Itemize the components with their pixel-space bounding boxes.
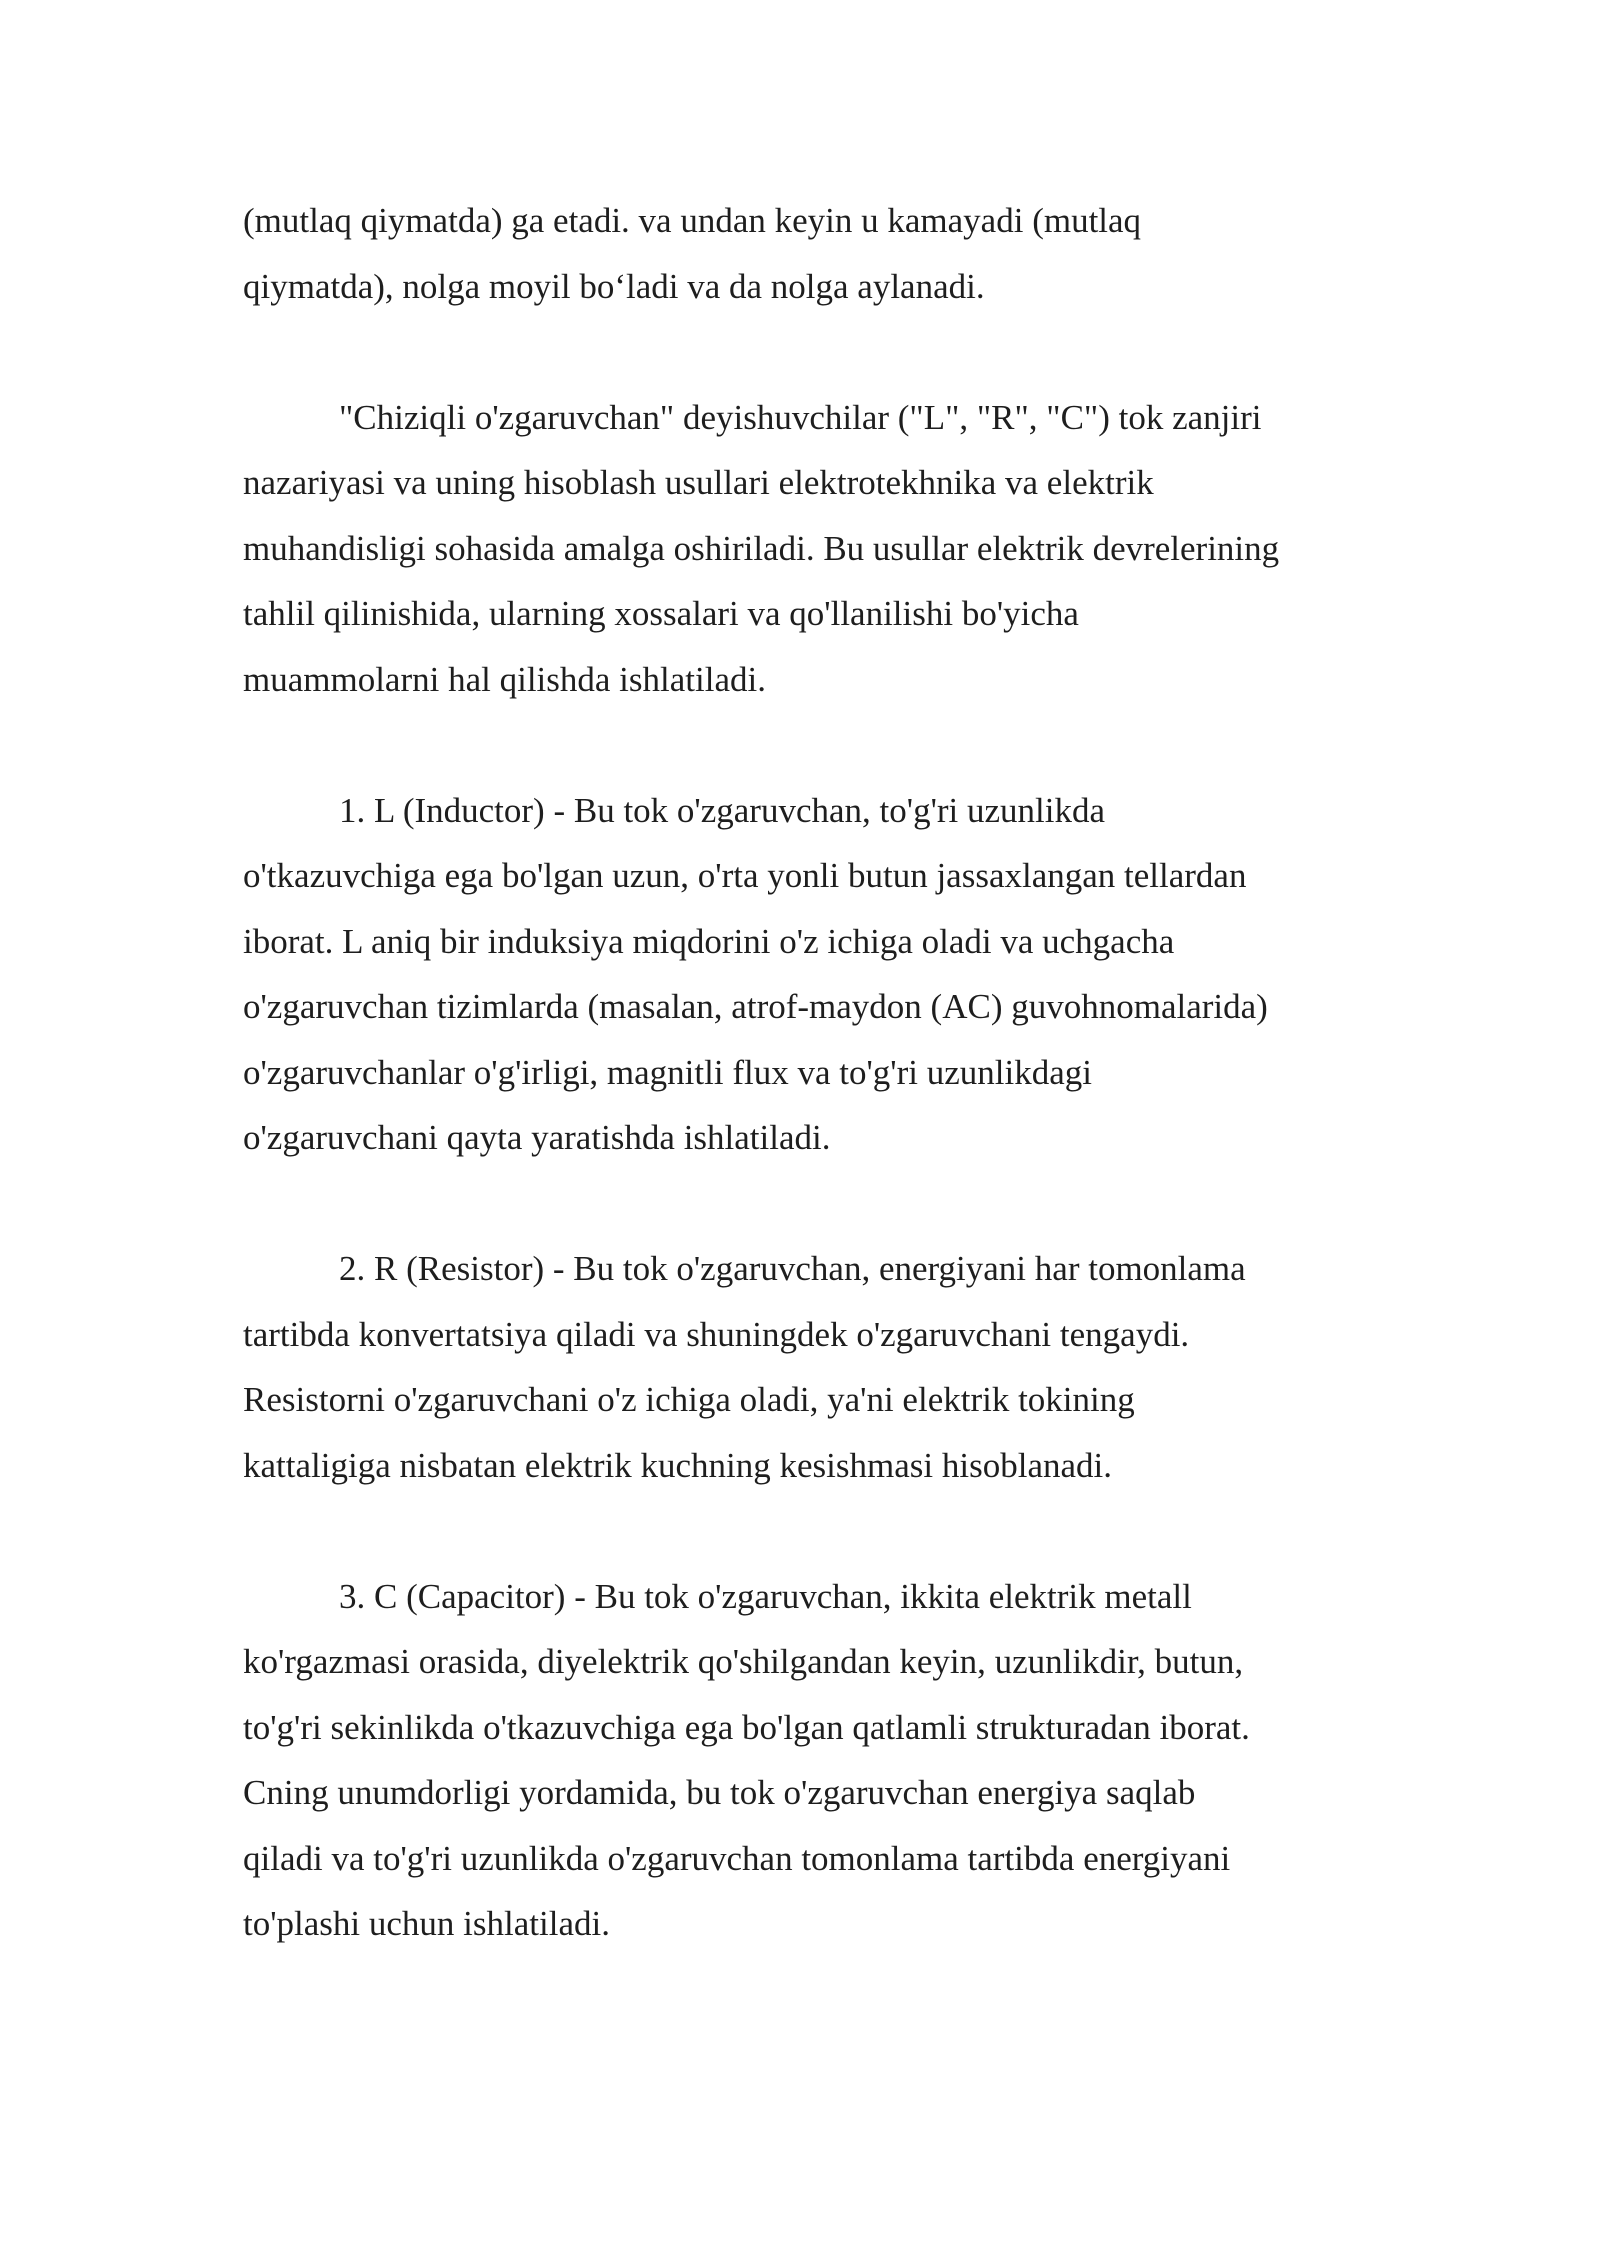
text-line: kattaligiga nisbatan elektrik kuchning kesishmasi hisoblanadi. (243, 1445, 1112, 1485)
document-body (243, 188, 1383, 2022)
text-line: "Chiziqli o'zgaruvchan" deyishuvchilar ("L", "R", "C") tok zanjiri (339, 397, 1262, 437)
text-line: o'zgaruvchani qayta yaratishda ishlatiladi. (243, 1118, 831, 1157)
paragraph-capacitor (243, 1564, 1383, 1957)
paragraph-intro-continuation (243, 188, 1383, 319)
text-line: to'g'ri sekinlikda o'tkazuvchiga ega bo'lgan qatlamli strukturadan iborat. (243, 1707, 1250, 1747)
text-line: iborat. L aniq bir induksiya miqdorini o'z ichiga oladi va uchgacha (243, 921, 1175, 961)
text-line: o'zgaruvchanlar o'g'irligi, magnitli flux va to'g'ri uzunlikdagi (243, 1052, 1092, 1092)
text-line: Cning unumdorligi yordamida, bu tok o'zgaruvchan energiya saqlab (243, 1773, 1196, 1812)
text-line: to'plashi uchun ishlatiladi. (243, 1904, 610, 1943)
text-line: Resistorni o'zgaruvchani o'z ichiga oladi, ya'ni elektrik tokining (243, 1380, 1135, 1419)
text-line: muammolarni hal qilishda ishlatiladi. (243, 659, 766, 699)
text-line: muhandisligi sohasida amalga oshiriladi. Bu usullar elektrik devrelerining (243, 528, 1280, 568)
text-line: 1. L (Inductor) - Bu tok o'zgaruvchan, to'g'ri uzunlikda (339, 790, 1106, 830)
text-line: tartibda konvertatsiya qiladi va shuningdek o'zgaruvchani tengaydi. (243, 1314, 1190, 1354)
paragraph-inductor (243, 778, 1383, 1171)
text-line: nazariyasi va uning hisoblash usullari elektrotekhnika va elektrik (243, 463, 1154, 502)
text-line: qiymatda), nolga moyil bo‘ladi va da nolga aylanadi. (243, 266, 985, 306)
text-line: o'zgaruvchan tizimlarda (masalan, atrof-maydon (AC) guvohnomalarida) (243, 987, 1268, 1026)
text-line: 2. R (Resistor) - Bu tok o'zgaruvchan, energiyani har tomonlama (339, 1249, 1246, 1288)
paragraph-linear-elements (243, 385, 1383, 713)
text-line: (mutlaq qiymatda) ga etadi. va undan keyin u kamayadi (mutlaq (243, 201, 1142, 240)
text-line: tahlil qilinishida, ularning xossalari va qo'llanilishi bo'yicha (243, 594, 1079, 633)
text-line: ko'rgazmasi orasida, diyelektrik qo'shilgandan keyin, uzunlikdir, butun, (243, 1642, 1244, 1681)
text-line: qiladi va to'g'ri uzunlikda o'zgaruvchan tomonlama tartibda energiyani (243, 1838, 1231, 1878)
text-line: o'tkazuvchiga ega bo'lgan uzun, o'rta yonli butun jassaxlangan tellardan (243, 856, 1247, 895)
text-line: 3. C (Capacitor) - Bu tok o'zgaruvchan, ikkita elektrik metall (339, 1576, 1192, 1616)
paragraph-resistor (243, 1236, 1383, 1498)
